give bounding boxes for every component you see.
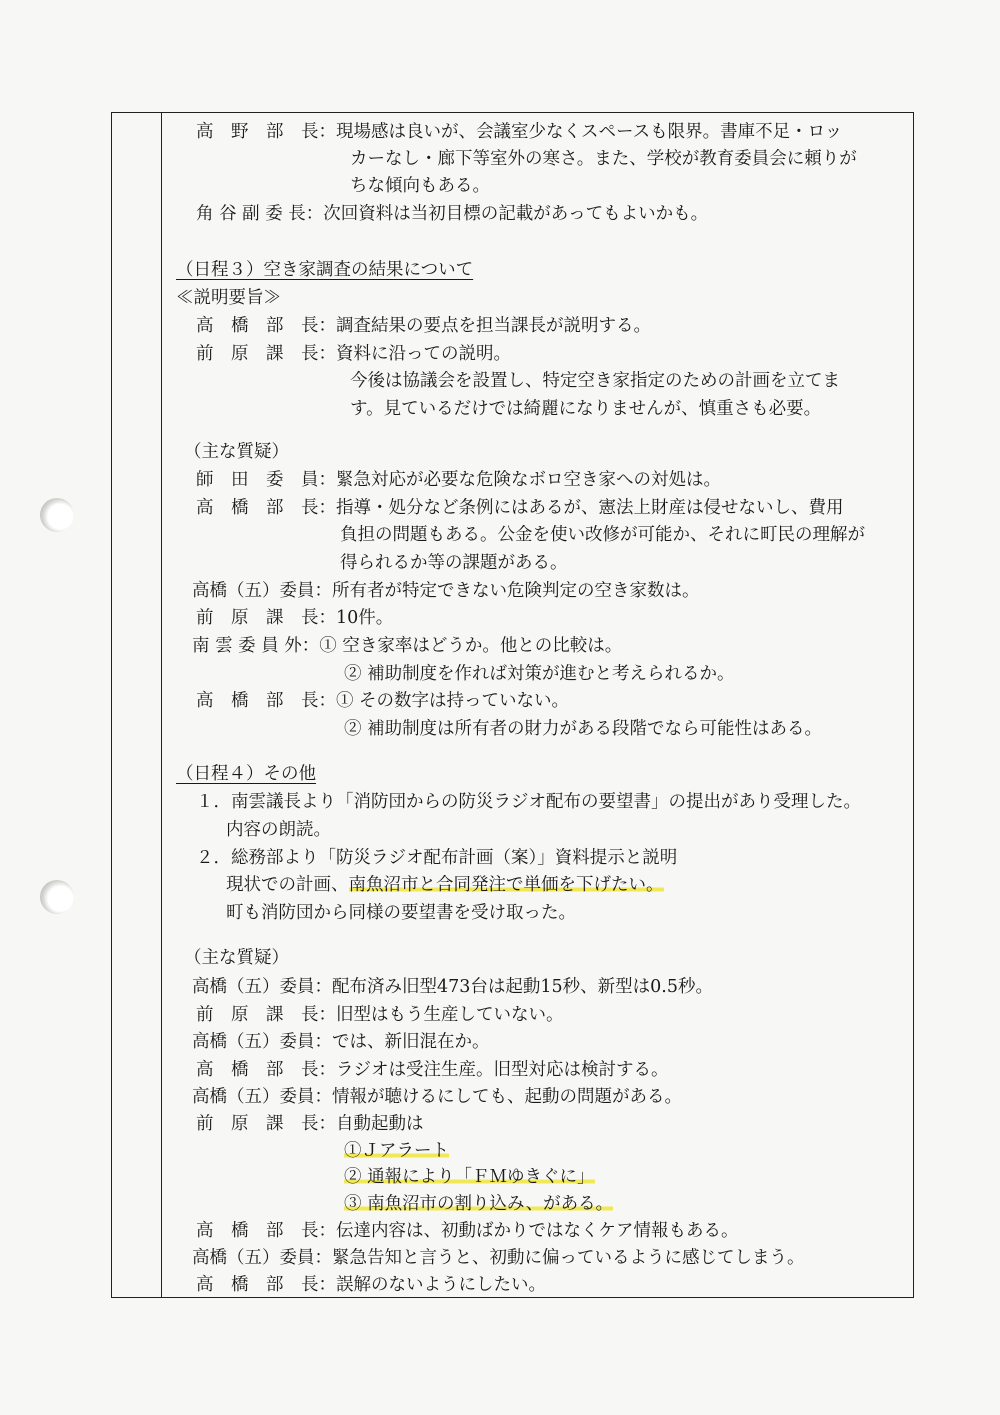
line-08: 前 原 課 長：資料に沿っての説明。 — [196, 344, 511, 364]
line-34: 前 原 課 長：自動起動は — [196, 1114, 424, 1134]
line-19: ② 補助制度を作れば対策が進むと考えられるか。 — [344, 664, 735, 684]
line-38: 高 橋 部 長：伝達内容は、初動ばかりではなくケア情報もある。 — [196, 1221, 739, 1241]
line-10: す。見ているだけでは綺麗になりませんが、慎重さも必要。 — [350, 399, 822, 419]
line-18: 南 雲 委 員 外：① 空き家率はどうか。他との比較は。 — [192, 636, 623, 656]
line-20: 高 橋 部 長：① その数字は持っていない。 — [196, 691, 570, 711]
questions-label-1: （主な質疑） — [184, 442, 289, 462]
line-29: 高橋（五）委員：配布済み旧型473台は起動15秒、新型は0.5秒。 — [192, 977, 713, 997]
questions-label-2: （主な質疑） — [184, 948, 289, 968]
line-31: 高橋（五）委員：では、新旧混在か。 — [192, 1032, 490, 1052]
line-16: 高橋（五）委員：所有者が特定できない危険判定の空き家数は。 — [192, 581, 700, 601]
highlighted-j-alert: ①Ｊアラート — [344, 1141, 449, 1161]
punch-hole-top — [40, 498, 74, 532]
line-40: 高 橋 部 長：誤解のないようにしたい。 — [196, 1275, 546, 1295]
line-25: ２．総務部より「防災ラジオ配布計画（案）」資料提示と説明 — [196, 848, 678, 868]
line-01: 高 野 部 長：現場感は良いが、会議室少なくスペースも限界。書庫不足・ロッ — [196, 122, 843, 142]
line-39: 高橋（五）委員：緊急告知と言うと、初動に偏っているように感じてしまう。 — [192, 1248, 805, 1268]
line-09: 今後は協議会を設置し、特定空き家指定のための計画を立てま — [350, 371, 840, 391]
line-30: 前 原 課 長：旧型はもう生産していない。 — [196, 1005, 564, 1025]
line-35 — [344, 1139, 449, 1163]
line-14: 負担の問題もある。公金を使い改修が可能か、それに町民の理解が — [340, 525, 865, 545]
line-36 — [344, 1165, 595, 1189]
line-13: 高 橋 部 長：指導・処分など条例にはあるが、憲法上財産は侵せないし、費用 — [196, 498, 844, 518]
line-03: ちな傾向もある。 — [350, 176, 490, 196]
agenda-3-heading: （日程３）空き家調査の結果について — [176, 260, 474, 280]
line-17: 前 原 課 長：10件。 — [196, 608, 394, 628]
highlighted-joint-order: 南魚沼市と合同発注で単価を下げたい。 — [348, 875, 664, 895]
line-37 — [344, 1192, 613, 1216]
line-12: 師 田 委 員：緊急対応が必要な危険なボロ空き家への対処は。 — [196, 470, 721, 490]
line-02: カーなし・廊下等室外の寒さ。また、学校が教育委員会に頼りが — [350, 149, 857, 169]
highlighted-fm-yukiguni: ② 通報により「ＦＭゆきぐに」 — [344, 1167, 595, 1187]
explanation-summary-label: ≪説明要旨≫ — [176, 288, 281, 308]
line-32: 高 橋 部 長：ラジオは受注生産。旧型対応は検討する。 — [196, 1060, 669, 1080]
line-23: １．南雲議長より「消防団からの防災ラジオ配布の要望書」の提出があり受理した。 — [196, 792, 861, 812]
line-07: 高 橋 部 長：調査結果の要点を担当課長が説明する。 — [196, 316, 651, 336]
line-04: 角 谷 副 委 長：次回資料は当初目標の記載があってもよいかも。 — [196, 204, 709, 224]
highlighted-interrupt: ③ 南魚沼市の割り込み、がある。 — [344, 1194, 614, 1214]
plan-text: 現状での計画、 — [226, 875, 349, 895]
line-24: 内容の朗読。 — [226, 820, 331, 840]
agenda-4-heading: （日程４）その他 — [176, 764, 316, 784]
line-27: 町も消防団から同様の要望書を受け取った。 — [226, 903, 576, 923]
punch-hole-bottom — [40, 880, 74, 914]
line-15: 得られるか等の課題がある。 — [340, 553, 568, 573]
line-26 — [226, 873, 664, 897]
line-21: ② 補助制度は所有者の財力がある段階でなら可能性はある。 — [344, 719, 823, 739]
margin-column-rule — [161, 112, 162, 1298]
line-33: 高橋（五）委員：情報が聴けるにしても、起動の問題がある。 — [192, 1087, 682, 1107]
